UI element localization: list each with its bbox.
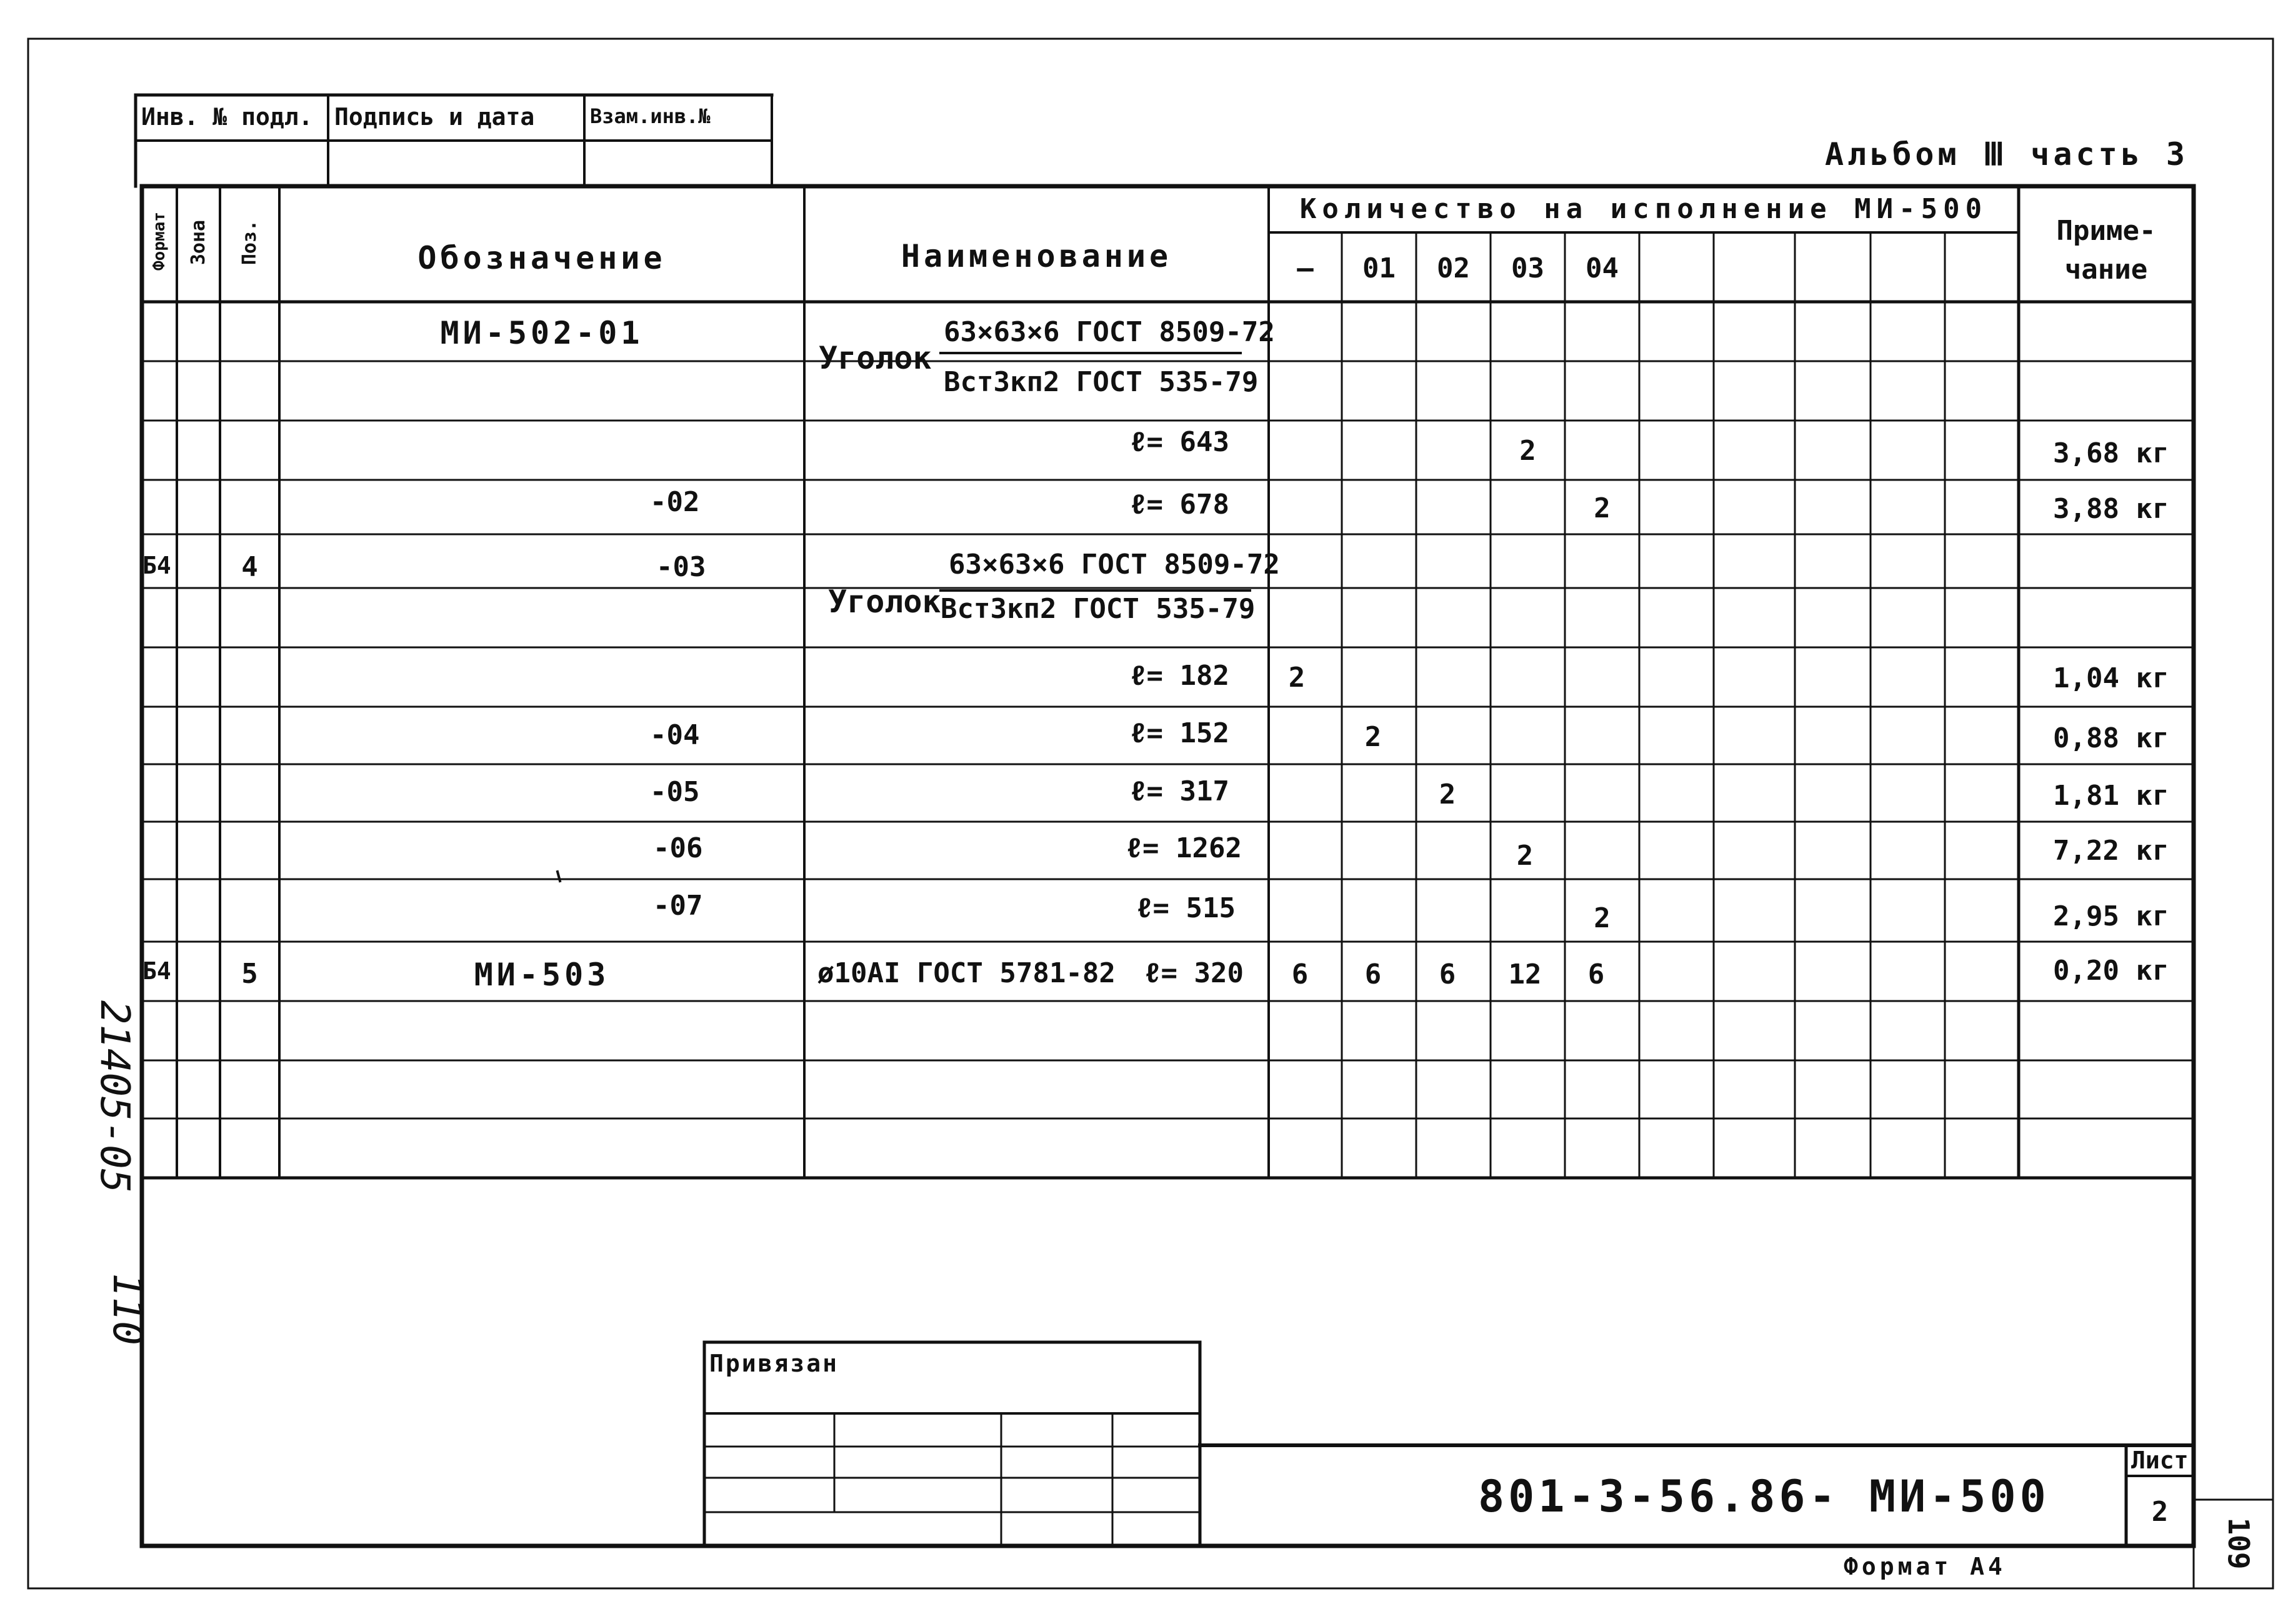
row9-qty-02: 2 <box>1439 779 1456 810</box>
row1-name-prefix: Уголок <box>819 340 932 376</box>
row8-designation: -04 <box>650 719 700 751</box>
row12-qty-02: 6 <box>1439 959 1456 990</box>
row12-format: Б4 <box>142 957 171 985</box>
variant-header-00: — <box>1297 252 1314 284</box>
variant-header-04: 04 <box>1586 252 1619 284</box>
kolichestvo-header: Количество на исполнение МИ-500 <box>1299 193 1988 225</box>
row5-name-prefix: Уголок <box>828 584 941 620</box>
left-margin-page: 110 <box>104 1273 150 1345</box>
row7-length: ℓ= 182 <box>1130 660 1229 692</box>
poz-column-header: Поз. <box>239 219 261 266</box>
row5-poz: 4 <box>241 551 258 583</box>
podpis-data-label: Подпись и дата <box>334 103 535 131</box>
row4-note: 3,88 кг <box>2053 493 2169 525</box>
row10-qty-03: 2 <box>1516 840 1534 872</box>
variant-header-03: 03 <box>1511 252 1544 284</box>
row12-poz: 5 <box>241 958 258 990</box>
variant-header-02: 02 <box>1437 252 1470 284</box>
row11-designation: -07 <box>653 890 703 922</box>
row1-name-top: 63×63×6 ГОСТ 8509-72 <box>944 316 1275 348</box>
row8-note: 0,88 кг <box>2053 722 2169 754</box>
row11-note: 2,95 кг <box>2053 900 2169 932</box>
row8-length: ℓ= 152 <box>1130 717 1229 749</box>
row9-length: ℓ= 317 <box>1130 775 1229 807</box>
row5-name-top: 63×63×6 ГОСТ 8509-72 <box>949 549 1280 580</box>
variant-header-01: 01 <box>1362 252 1396 284</box>
primechanie-header-line1: Приме- <box>2056 215 2156 247</box>
row12-qty-01: 6 <box>1364 959 1382 990</box>
document-code: 801-3-56.86- МИ-500 <box>1478 1471 2050 1522</box>
inv-podl-label: Инв. № подл. <box>141 103 313 131</box>
row8-qty-01: 2 <box>1364 721 1382 753</box>
row4-length: ℓ= 678 <box>1130 489 1229 521</box>
row10-note: 7,22 кг <box>2053 835 2169 867</box>
row5-name-bottom: Вст3кп2 ГОСТ 535-79 <box>941 593 1256 625</box>
oboznachenie-header: Обозначение <box>417 240 666 276</box>
row3-length: ℓ= 643 <box>1130 426 1229 458</box>
row5-designation: -03 <box>656 551 706 583</box>
row4-designation: -02 <box>650 486 700 518</box>
row9-designation: -05 <box>650 776 700 808</box>
primechanie-header-line2: чание <box>2064 254 2148 286</box>
row1-designation: МИ-502-01 <box>440 315 644 351</box>
privyazan-label: Привязан <box>709 1350 839 1377</box>
vzam-inv-label: Взам.инв.№ <box>590 104 711 128</box>
album-label: Альбом Ⅲ часть 3 <box>1825 136 2189 172</box>
row11-qty-04: 2 <box>1594 902 1611 934</box>
row12-qty-04: 6 <box>1587 959 1605 990</box>
row12-note: 0,20 кг <box>2053 955 2169 987</box>
row7-qty-00: 2 <box>1288 662 1306 694</box>
row10-length: ℓ= 1262 <box>1126 832 1242 864</box>
row1-name-bottom: Вст3кп2 ГОСТ 535-79 <box>944 366 1259 398</box>
row12-designation: МИ-503 <box>474 957 610 993</box>
row12-qty-00: 6 <box>1291 959 1309 990</box>
row9-note: 1,81 кг <box>2053 780 2169 812</box>
format-column-header: Формат <box>150 212 169 271</box>
sheet-label: Лист <box>2131 1447 2189 1474</box>
row7-note: 1,04 кг <box>2053 662 2169 694</box>
row12-length: ℓ= 320 <box>1144 957 1244 989</box>
sheet-number: 2 <box>2151 1496 2169 1528</box>
row12-name: ø10АI ГОСТ 5781-82 <box>817 957 1116 989</box>
row3-qty-03: 2 <box>1519 435 1536 467</box>
format-label: Формат А4 <box>1844 1553 2006 1580</box>
row3-note: 3,68 кг <box>2053 437 2169 469</box>
row4-qty-04: 2 <box>1594 492 1611 524</box>
right-margin-page: 109 <box>2222 1517 2256 1570</box>
left-margin-number: 21405-05 <box>91 1000 137 1193</box>
zona-column-header: Зона <box>187 219 209 266</box>
row12-qty-03: 12 <box>1508 959 1542 990</box>
row5-format: Б4 <box>142 552 171 579</box>
row10-designation: -06 <box>653 832 703 864</box>
row11-length: ℓ= 515 <box>1136 892 1236 924</box>
naimenovanie-header: Наименование <box>901 238 1172 274</box>
